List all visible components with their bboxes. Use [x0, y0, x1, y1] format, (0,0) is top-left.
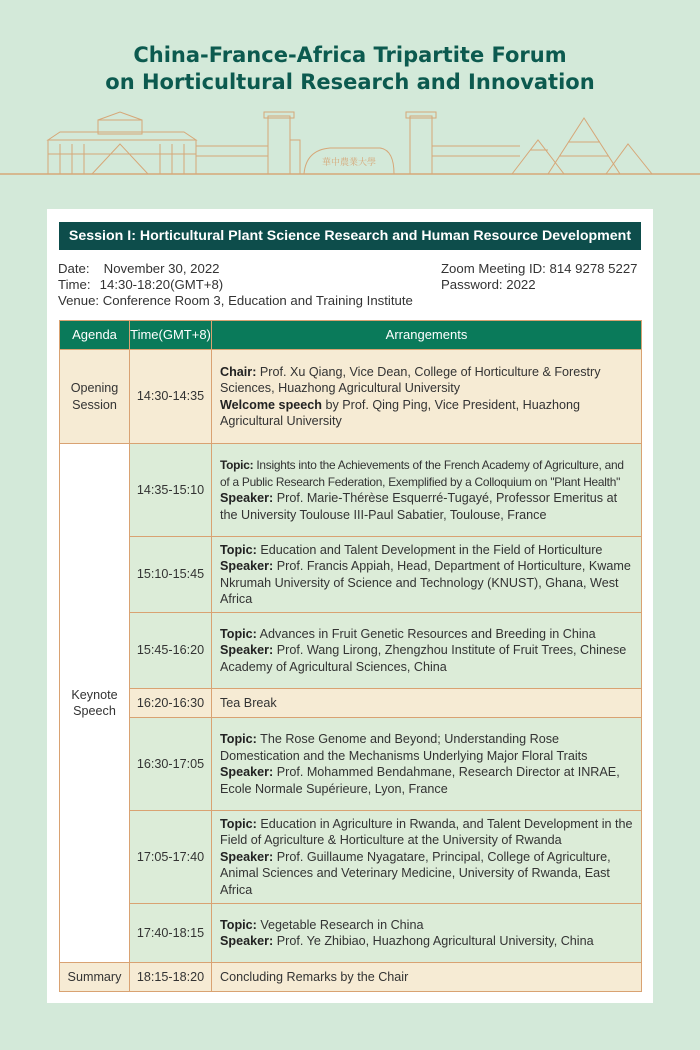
keynote-time: 14:35-15:10 [130, 444, 212, 537]
keynote-time: 17:05-17:40 [130, 811, 212, 904]
time-value: 14:30-18:20(GMT+8) [99, 277, 224, 292]
meeting-info [441, 261, 638, 293]
time-label: Time: [58, 277, 91, 292]
keynote-time: 15:45-16:20 [130, 613, 212, 689]
speaker-label: Speaker: [220, 765, 274, 779]
speaker-label: Speaker: [220, 491, 274, 505]
speaker-label: Speaker: [220, 559, 274, 573]
topic-label: Topic: [220, 458, 254, 472]
table-row [60, 811, 642, 904]
table-row-opening [60, 350, 642, 444]
keynote-arrangement [212, 444, 642, 537]
speaker-label: Speaker: [220, 849, 274, 864]
tea-break-text: Tea Break [212, 689, 642, 718]
keynote-arrangement [212, 718, 642, 811]
table-row [60, 613, 642, 689]
topic-label: Topic: [220, 917, 257, 932]
password-line [441, 277, 638, 293]
speaker-label: Speaker: [220, 643, 274, 658]
zoom-id: 814 9278 5227 [549, 261, 638, 276]
time-line [58, 277, 413, 293]
date-label: Date: [58, 261, 90, 276]
chair-label: Chair: [220, 364, 257, 379]
time-opening: 14:30-14:35 [130, 350, 212, 444]
topic-text: Advances in Fruit Genetic Resources and Breeding in China [259, 626, 596, 641]
topic-label: Topic: [220, 816, 257, 831]
chair-text: Prof. Xu Qiang, Vice Dean, College of Horticulture & Forestry Sciences, Huazhong Agricultural University [220, 364, 601, 395]
svg-text:華中農業大學: 華中農業大學 [321, 158, 377, 168]
table-row [60, 718, 642, 811]
forum-title-line1: China-France-Africa Tripartite Forum [133, 43, 567, 67]
topic-text: Insights into the Achievements of the French Academy of Agriculture, and of a Public Research Federation, Exemplified by a Colloquium on "Plant Health" [220, 458, 624, 489]
topic-label: Topic: [220, 626, 257, 641]
table-row [60, 444, 642, 537]
table-row-summary [60, 963, 642, 992]
password-value: 2022 [506, 277, 536, 292]
venue-label: Venue: [58, 293, 100, 308]
summary-time: 18:15-18:20 [130, 963, 212, 992]
venue-value: Conference Room 3, Education and Training Institute [102, 293, 413, 308]
agenda-opening: Opening Session [60, 350, 130, 444]
speaker-text: Prof. Marie-Thérèse Esquerré-Tugayé, Professor Emeritus at the University Toulouse III-Paul Sabatier, Toulouse, France [220, 491, 618, 522]
agenda-table [59, 320, 642, 992]
speaker-text: Prof. Mohammed Bendahmane, Research Director at INRAE, Ecole Normale Supérieure, Lyon, France [220, 765, 620, 796]
keynote-time: 16:30-17:05 [130, 718, 212, 811]
table-row [60, 904, 642, 963]
speaker-text: Prof. Guillaume Nyagatare, Principal, College of Agriculture, Animal Sciences and Veterinary Medicine, University of Rwanda, East Africa [220, 849, 611, 897]
venue-line [58, 293, 413, 309]
speaker-text: Prof. Wang Lirong, Zhengzhou Institute of Fruit Trees, Chinese Academy of Agricultural Sciences, China [220, 643, 627, 674]
keynote-arrangement [212, 811, 642, 904]
forum-title-line2: on Horticultural Research and Innovation [105, 70, 595, 94]
speaker-text: Prof. Francis Appiah, Head, Department of Horticulture, Kwame Nkrumah University of Science and Technology (KNUST), Ghana, West Africa [220, 559, 631, 606]
table-row [60, 537, 642, 613]
agenda-keynote: Keynote Speech [60, 444, 130, 963]
date-line [58, 261, 413, 277]
tea-break-time: 16:20-16:30 [130, 689, 212, 718]
session-details [58, 261, 413, 309]
campus-skyline-illustration [0, 110, 700, 180]
topic-text: Education and Talent Development in the Field of Horticulture [260, 542, 603, 557]
header-arrangements: Arrangements [212, 321, 642, 350]
password-label: Password: [441, 277, 503, 292]
session-card [47, 209, 653, 1003]
forum-title [0, 42, 700, 96]
keynote-arrangement [212, 613, 642, 689]
zoom-line [441, 261, 638, 277]
arrangement-opening [212, 350, 642, 444]
session-title: Session I: Horticultural Plant Science Research and Human Resource Development [59, 222, 641, 250]
topic-text: Education in Agriculture in Rwanda, and Talent Development in the Field of Agriculture & Horticulture at the University of Rwanda [220, 816, 633, 848]
speaker-text: Prof. Ye Zhibiao, Huazhong Agricultural University, China [276, 934, 594, 948]
topic-label: Topic: [220, 542, 257, 557]
table-row-tea-break [60, 689, 642, 718]
topic-text: The Rose Genome and Beyond; Understanding Rose Domestication and the Mechanisms Underlying Major Floral Traits [220, 732, 588, 763]
header-agenda: Agenda [60, 321, 130, 350]
agenda-summary: Summary [60, 963, 130, 992]
welcome-text: by Prof. Qing Ping, Vice President, Huazhong Agricultural University [220, 397, 581, 428]
keynote-arrangement [212, 537, 642, 613]
welcome-label: Welcome speech [220, 397, 322, 412]
topic-label: Topic: [220, 732, 257, 746]
zoom-label: Zoom Meeting ID: [441, 261, 546, 276]
keynote-time: 15:10-15:45 [130, 537, 212, 613]
keynote-time: 17:40-18:15 [130, 904, 212, 963]
header-time: Time(GMT+8) [130, 321, 212, 350]
keynote-arrangement [212, 904, 642, 963]
summary-text: Concluding Remarks by the Chair [212, 963, 642, 992]
date-value: November 30, 2022 [103, 261, 220, 276]
table-header-row [60, 321, 642, 350]
speaker-label: Speaker: [220, 934, 274, 948]
topic-text: Vegetable Research in China [260, 917, 424, 932]
